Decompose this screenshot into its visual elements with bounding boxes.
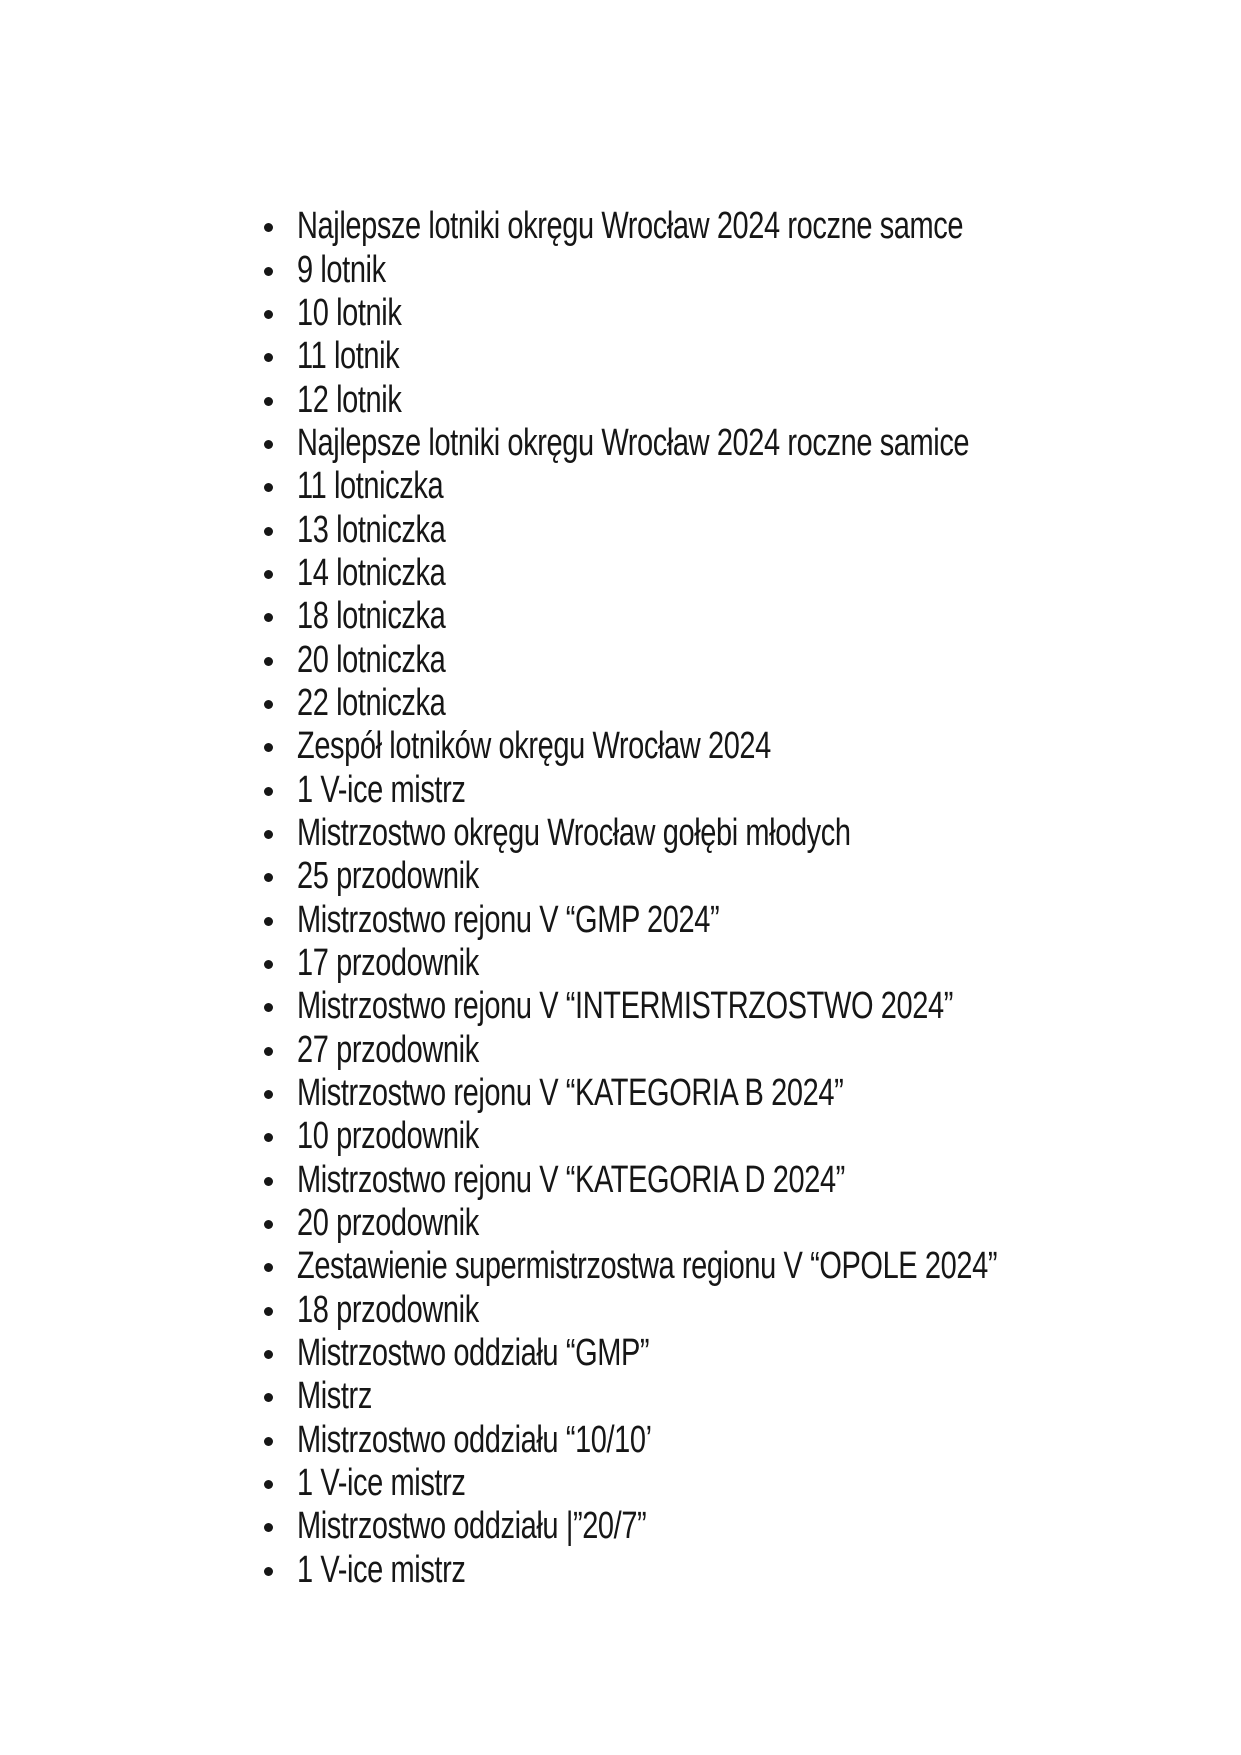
list-item-text: Mistrzostwo oddziału |”20/7” <box>297 1506 647 1548</box>
bullet-icon <box>264 440 273 449</box>
bullet-icon <box>264 830 273 839</box>
list-item-text: 1 V-ice mistrz <box>297 769 466 811</box>
bullet-icon <box>264 397 273 406</box>
list-item-text: 11 lotnik <box>297 335 400 378</box>
list-item <box>0 726 997 769</box>
bullet-icon <box>264 223 273 232</box>
list-item-text: Mistrzostwo okręgu Wrocław gołębi młodych <box>297 812 851 855</box>
list-item-text: 27 przodownik <box>297 1029 479 1072</box>
bullet-icon <box>264 1350 273 1359</box>
list-item <box>0 553 997 596</box>
list-item-text: 22 lotniczka <box>297 682 446 725</box>
bullet-icon <box>264 1090 273 1099</box>
bullet-icon <box>264 310 273 319</box>
list-item <box>0 1506 997 1549</box>
list-item-text: Mistrzostwo oddziału “GMP” <box>297 1332 650 1375</box>
bullet-icon <box>264 483 273 492</box>
list-item <box>0 1246 997 1289</box>
list-item-text: Mistrzostwo rejonu V “GMP 2024” <box>297 899 720 941</box>
list-item-text: 1 V-ice mistrz <box>297 1462 466 1505</box>
list-item-text: Najlepsze lotniki okręgu Wrocław 2024 roczne samce <box>297 205 964 248</box>
bullet-icon <box>264 1393 273 1402</box>
list-item-text: 1 V-ice mistrz <box>297 1549 466 1592</box>
bullet-icon <box>264 527 273 536</box>
bullet-icon <box>264 1480 273 1489</box>
list-item-text: Mistrzostwo oddziału “10/10’ <box>297 1419 652 1462</box>
bullet-icon <box>264 267 273 276</box>
list-item <box>0 813 997 856</box>
bullet-icon <box>264 353 273 362</box>
bullet-list <box>0 206 997 1593</box>
list-item <box>0 639 997 682</box>
list-item-text: 17 przodownik <box>297 942 479 985</box>
bullet-icon <box>264 700 273 709</box>
list-item-text: 10 przodownik <box>297 1116 479 1158</box>
bullet-icon <box>264 960 273 969</box>
list-item-text: Mistrzostwo rejonu V “INTERMISTRZOSTWO 2024” <box>297 986 953 1028</box>
list-item <box>0 596 997 639</box>
bullet-icon <box>264 1567 273 1576</box>
list-item-text: 18 lotniczka <box>297 595 446 638</box>
bullet-icon <box>264 1003 273 1012</box>
list-item <box>0 1550 997 1593</box>
list-item <box>0 293 997 336</box>
bullet-icon <box>264 1133 273 1142</box>
list-item <box>0 1463 997 1506</box>
bullet-icon <box>264 1177 273 1186</box>
list-item-text: Mistrzostwo rejonu V “KATEGORIA B 2024” <box>297 1072 844 1115</box>
bullet-icon <box>264 1047 273 1056</box>
list-item-text: 18 przodownik <box>297 1289 479 1332</box>
list-item-text: 10 lotnik <box>297 292 402 335</box>
bullet-icon <box>264 1523 273 1532</box>
list-item-text: 20 przodownik <box>297 1202 479 1245</box>
list-item <box>0 206 997 249</box>
bullet-icon <box>264 570 273 579</box>
list-item-text: 12 lotnik <box>297 379 402 421</box>
list-item <box>0 336 997 379</box>
bullet-icon <box>264 657 273 666</box>
list-item <box>0 423 997 466</box>
bullet-icon <box>264 613 273 622</box>
list-item <box>0 1333 997 1376</box>
bullet-icon <box>264 917 273 926</box>
list-item-text: Mistrz <box>297 1376 372 1418</box>
list-item <box>0 1203 997 1246</box>
list-item <box>0 986 997 1029</box>
list-item-text: 20 lotniczka <box>297 639 446 681</box>
bullet-icon <box>264 787 273 796</box>
list-item <box>0 683 997 726</box>
list-item <box>0 249 997 292</box>
list-item <box>0 856 997 899</box>
list-item <box>0 379 997 422</box>
list-item-text: 9 lotnik <box>297 249 386 291</box>
list-item <box>0 1290 997 1333</box>
bullet-icon <box>264 1263 273 1272</box>
list-item <box>0 466 997 509</box>
bullet-icon <box>264 1220 273 1229</box>
list-item <box>0 509 997 552</box>
bullet-icon <box>264 873 273 882</box>
list-item-text: 11 lotniczka <box>297 465 444 508</box>
bullet-icon <box>264 1307 273 1316</box>
list-item <box>0 769 997 812</box>
list-item-text: Najlepsze lotniki okręgu Wrocław 2024 roczne samice <box>297 422 970 465</box>
list-item <box>0 900 997 943</box>
list-item-text: 13 lotniczka <box>297 509 446 551</box>
list-item <box>0 943 997 986</box>
list-item <box>0 1376 997 1419</box>
list-item-text: 14 lotniczka <box>297 552 446 595</box>
bullet-icon <box>264 743 273 752</box>
list-item <box>0 1420 997 1463</box>
list-item <box>0 1073 997 1116</box>
list-item-text: Zespół lotników okręgu Wrocław 2024 <box>297 725 771 768</box>
bullet-icon <box>264 1437 273 1446</box>
list-item <box>0 1116 997 1159</box>
list-item-text: 25 przodownik <box>297 856 479 898</box>
list-item-text: Mistrzostwo rejonu V “KATEGORIA D 2024” <box>297 1159 845 1202</box>
list-item <box>0 1160 997 1203</box>
list-item <box>0 1030 997 1073</box>
list-item-text: Zestawienie supermistrzostwa regionu V “OPOLE 2024” <box>297 1246 998 1288</box>
